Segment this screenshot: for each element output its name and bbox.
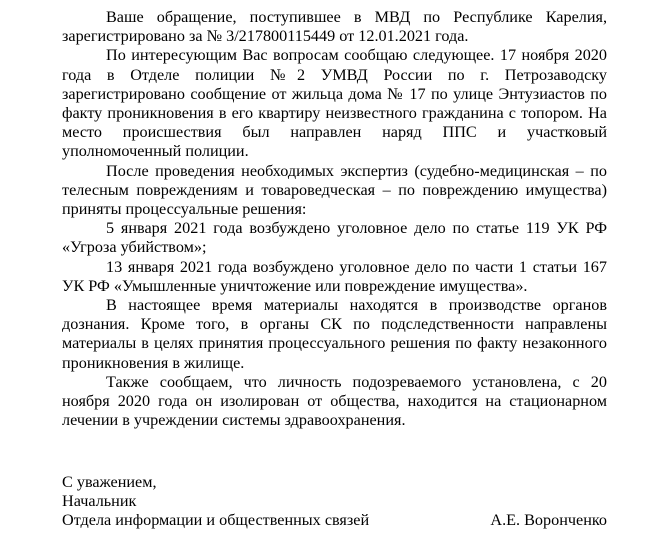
signatory-line xyxy=(62,511,607,530)
letter-body xyxy=(62,8,607,430)
paragraph-registration: Ваше обращение, поступившее в МВД по Республике Карелия, зарегистрировано за № 3/217800115449 от 12.01.2021 года. xyxy=(62,8,607,46)
paragraph-expertise: После проведения необходимых экспертиз (судебно-медицинская – по телесным повреждениям и товароведческая – по повреждению имущества) приняты процессуальные решения: xyxy=(62,161,607,219)
signatory-department: Отдела информации и общественных связей xyxy=(62,511,370,530)
signatory-name: А.Е. Воронченко xyxy=(490,511,607,530)
paragraph-case-167: 13 января 2021 года возбуждено уголовное дело по части 1 статьи 167 УК РФ «Умышленные уничтожение или повреждение имущества». xyxy=(62,257,607,295)
signatory-position: Начальник xyxy=(62,492,137,511)
paragraph-suspect: Также сообщаем, что личность подозреваемого установлена, с 20 ноября 2020 года он изолирован от общества, находится на стационарном лечении в учреждении системы здравоохранения. xyxy=(62,372,607,430)
paragraph-current-status: В настоящее время материалы находятся в производстве органов дознания. Кроме того, в органы СК по подследственности направлены материалы в целях принятия процессуального решения по факту незаконного проникновения в жилище. xyxy=(62,296,607,372)
paragraph-case-119: 5 января 2021 года возбуждено уголовное дело по статье 119 УК РФ «Угроза убийством»; xyxy=(62,219,607,257)
signature-block xyxy=(62,473,607,531)
paragraph-incident: По интересующим Вас вопросам сообщаю следующее. 17 ноября 2020 года в Отделе полиции №2 УМВД России по г. Петрозаводску зарегистрировано сообщение от жильца дома № 17 по улице Энтузиастов по факту проникновения в его квартиру неизвестного гражданина с топором. На место происшествия был направлен наряд ППС и участковый уполномоченный полиции. xyxy=(62,46,607,161)
closing-phrase: С уважением, xyxy=(62,473,157,491)
